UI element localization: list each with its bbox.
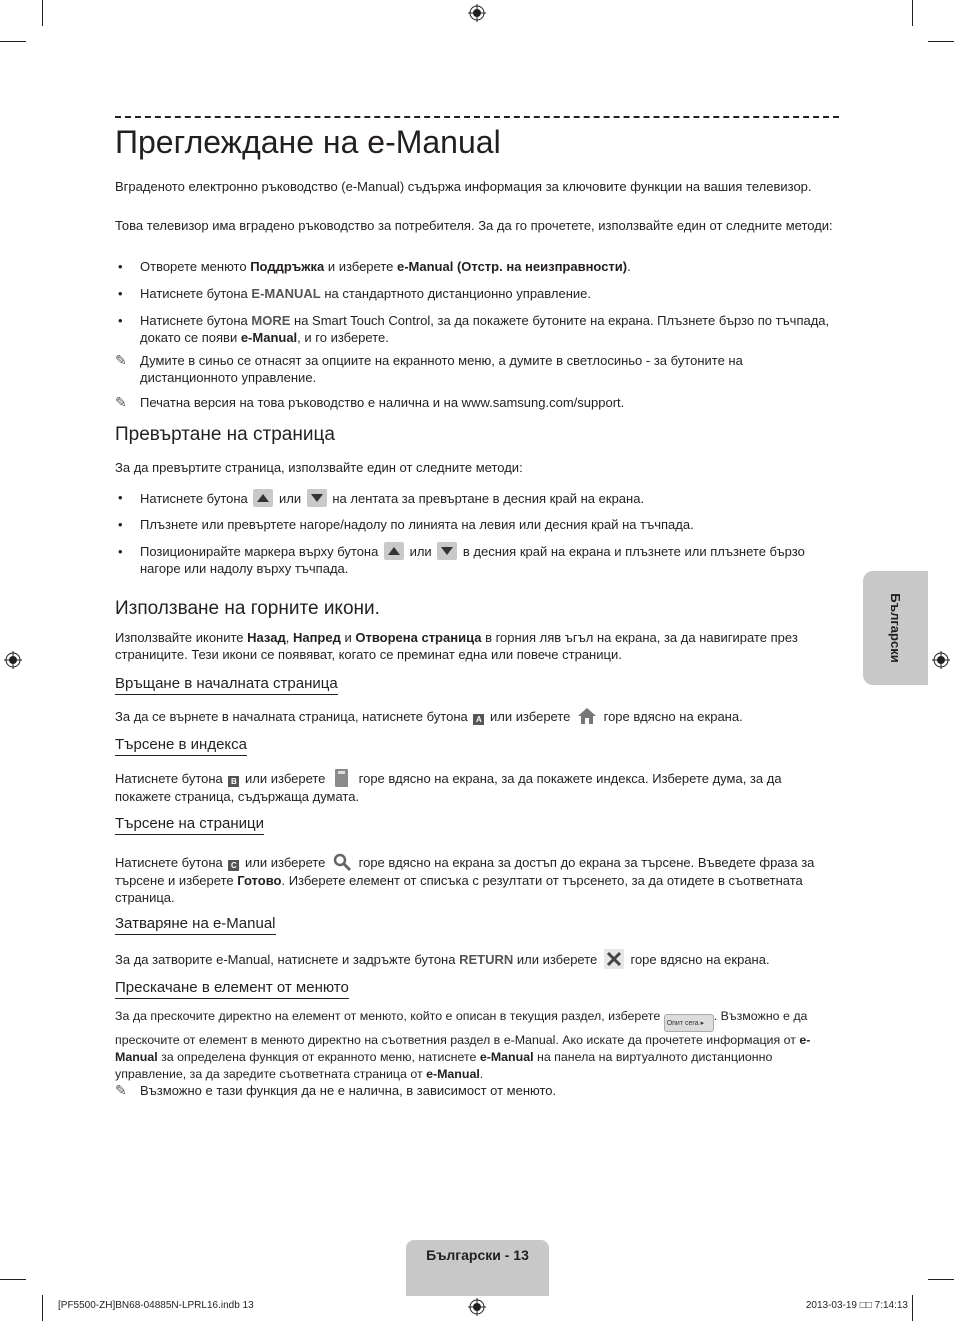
list-item [140, 312, 840, 346]
menu-term: e-Manual [479, 1050, 534, 1064]
button-term: E-MANUAL [251, 286, 321, 301]
list-item [140, 542, 840, 577]
key-c-icon: C [228, 860, 239, 871]
section-heading: Използване на горните икони. [115, 598, 380, 619]
text: . Възможно е да прескочите от елемент в менюто директно на съответния раздел в e-Manual. Ако искате да прочетете информация от [115, 1009, 808, 1047]
crop-mark [928, 41, 954, 42]
crop-mark [0, 1279, 26, 1280]
text: на Smart Touch Control, за да покажете бутоните на екрана. Плъзнете бързо по тъчпада, докато се появи [140, 313, 830, 345]
subsection-heading: Търсене в индекса [115, 735, 247, 756]
text: горе вдясно на екрана. [600, 709, 743, 724]
section-paragraph [115, 629, 839, 663]
text: За да затворите e-Manual, натиснете и задръжте бутона [115, 952, 460, 967]
print-info-right: 2013-03-19 □□ 7:14:13 [805, 1300, 908, 1311]
try-now-button-icon: Опит сега ▸ [664, 1014, 714, 1032]
pencil-note-icon: ✎ [115, 1082, 127, 1098]
text: и [340, 630, 356, 645]
menu-term: e-Manual [426, 1067, 480, 1081]
note-text: Възможно е тази функция да не е налична, в зависимост от менюто. [140, 1083, 557, 1098]
text: . [479, 1067, 484, 1081]
index-icon [331, 768, 353, 788]
home-icon [576, 706, 598, 726]
text: за определена функция от екранното меню, натиснете [157, 1050, 480, 1064]
text: или изберете [241, 771, 330, 786]
text: Отворете менюто [140, 259, 251, 274]
text: на стандартното дистанционно управление. [320, 286, 591, 301]
subsection-paragraph [115, 1008, 839, 1083]
menu-term: e-Manual (Отстр. на неизправности) [396, 259, 628, 274]
crop-mark [0, 41, 26, 42]
intro-paragraph-2: Това телевизор има вградено ръководство за потребителя. За да го прочетете, използвайте един от следните методи: [115, 218, 833, 233]
subsection-paragraph [115, 949, 839, 969]
subsection-heading: Затваряне на e-Manual [115, 914, 276, 935]
text: горе вдясно на екрана. [626, 952, 770, 967]
text: . [627, 259, 631, 274]
text: в горния ляв ъгъл на екрана, за да навигирате през страниците. Тези икони се появяват, когато се преминат една или повече страници. [115, 630, 798, 662]
key-b-icon: B [228, 776, 239, 787]
menu-term: e-Manual [240, 330, 298, 345]
text: Позиционирайте маркера върху бутона [140, 544, 382, 559]
bullet-icon: • [118, 313, 123, 328]
menu-term: Поддръжка [250, 259, 325, 274]
list-item [140, 285, 840, 302]
subsection-heading: Търсене на страници [115, 814, 264, 835]
text: , [285, 630, 293, 645]
list-item: Плъзнете или превъртете нагоре/надолу по линията на левия или десния край на тъчпада. [140, 517, 694, 532]
text: в десния край на екрана и плъзнете или плъзнете бързо нагоре или надолу върху тъчпада. [140, 544, 805, 576]
bullet-icon: • [118, 286, 123, 301]
text: Използвайте иконите [115, 630, 248, 645]
menu-term: Назад [247, 630, 286, 645]
scroll-up-icon [253, 489, 273, 507]
title-rule [115, 116, 839, 118]
page-number: Български - 13 [426, 1247, 529, 1263]
menu-term: Напред [292, 630, 341, 645]
button-term: RETURN [459, 952, 514, 967]
text: За да се върнете в началната страница, натиснете бутона [115, 709, 472, 724]
key-a-icon: A [473, 714, 484, 725]
subsection-heading: Прескачане в елемент от менюто [115, 978, 349, 999]
text: . Изберете елемент от списъка с резултати от търсенето, за да отидете в съответната страница. [115, 873, 803, 905]
close-icon [603, 949, 625, 969]
search-icon [331, 852, 353, 872]
intro-paragraph-1: Вграденото електронно ръководство (e-Manual) съдържа информация за ключовите функции на вашия телевизор. [115, 179, 812, 194]
subsection-paragraph [115, 852, 839, 906]
text: Натиснете бутона [115, 771, 227, 786]
button-term: MORE [251, 313, 291, 328]
bullet-icon: • [118, 544, 123, 559]
language-side-tab-label: Български [888, 593, 903, 663]
text: Натиснете бутона [140, 286, 252, 301]
crop-mark [42, 0, 43, 26]
page-number-tab [406, 1240, 549, 1296]
text: За да прескочите директно на елемент от менюто, който е описан в текущия раздел, изберете [115, 1009, 664, 1023]
bullet-icon: • [118, 490, 123, 505]
list-item [140, 489, 840, 507]
text: на лентата за превъртане в десния край на екрана. [328, 491, 645, 506]
crop-mark [928, 1279, 954, 1280]
page-title: Преглеждане на e-Manual [115, 124, 501, 160]
print-info-left: [PF5500-ZH]BN68-04885N-LPRL16.indb 13 [58, 1300, 254, 1311]
section-heading: Превъртане на страница [115, 424, 335, 445]
registration-mark-icon [468, 4, 486, 22]
text: и изберете [324, 259, 397, 274]
text: или изберете [486, 709, 574, 724]
menu-term: Готово [237, 873, 282, 888]
pencil-note-icon: ✎ [115, 394, 127, 410]
registration-mark-icon [468, 1298, 486, 1316]
text: Натиснете бутона [140, 313, 252, 328]
menu-term: Отворена страница [355, 630, 482, 645]
try-now-label: Опит сега [666, 1020, 699, 1027]
scroll-down-icon [437, 542, 457, 560]
note-text: Печатна версия на това ръководство е налична и на www.samsung.com/support. [140, 395, 625, 410]
registration-mark-icon [932, 651, 950, 669]
scroll-up-icon [384, 542, 404, 560]
menu-term: e-Manual [115, 1033, 811, 1064]
note-text: Думите в синьо се отнасят за опциите на екранното меню, а думите в светлосиньо - за бутоните на дистанционното управление. [140, 353, 743, 385]
pencil-note-icon: ✎ [115, 352, 127, 368]
text: или изберете [513, 952, 601, 967]
text: , и го изберете. [297, 330, 389, 345]
text: Натиснете бутона [140, 491, 252, 506]
subsection-heading: Връщане в началната страница [115, 674, 338, 695]
text: или [405, 544, 436, 559]
scroll-down-icon [307, 489, 327, 507]
list-item [140, 258, 840, 275]
bullet-icon: • [118, 259, 123, 274]
crop-mark [912, 0, 913, 26]
text: на панела на виртуалното дистанционно управление, за да заредите съответната страница от [115, 1050, 773, 1081]
text: или изберете [241, 855, 330, 870]
text: горе вдясно на екрана, за да покажете индекса. Изберете дума, за да покажете страница, съдържаща думата. [115, 771, 782, 804]
text: Натиснете бутона [115, 855, 227, 870]
subsection-paragraph [115, 768, 839, 805]
subsection-paragraph [115, 706, 839, 726]
text: или [275, 491, 305, 506]
crop-mark [42, 1295, 43, 1321]
text: горе вдясно на екрана за достъп до екрана за търсене. Въведете фраза за търсене и изберете [115, 855, 815, 888]
crop-mark [912, 1295, 913, 1321]
bullet-icon: • [118, 517, 123, 532]
registration-mark-icon [4, 651, 22, 669]
section-intro: За да превъртите страница, използвайте един от следните методи: [115, 460, 523, 475]
language-side-tab [863, 571, 928, 685]
